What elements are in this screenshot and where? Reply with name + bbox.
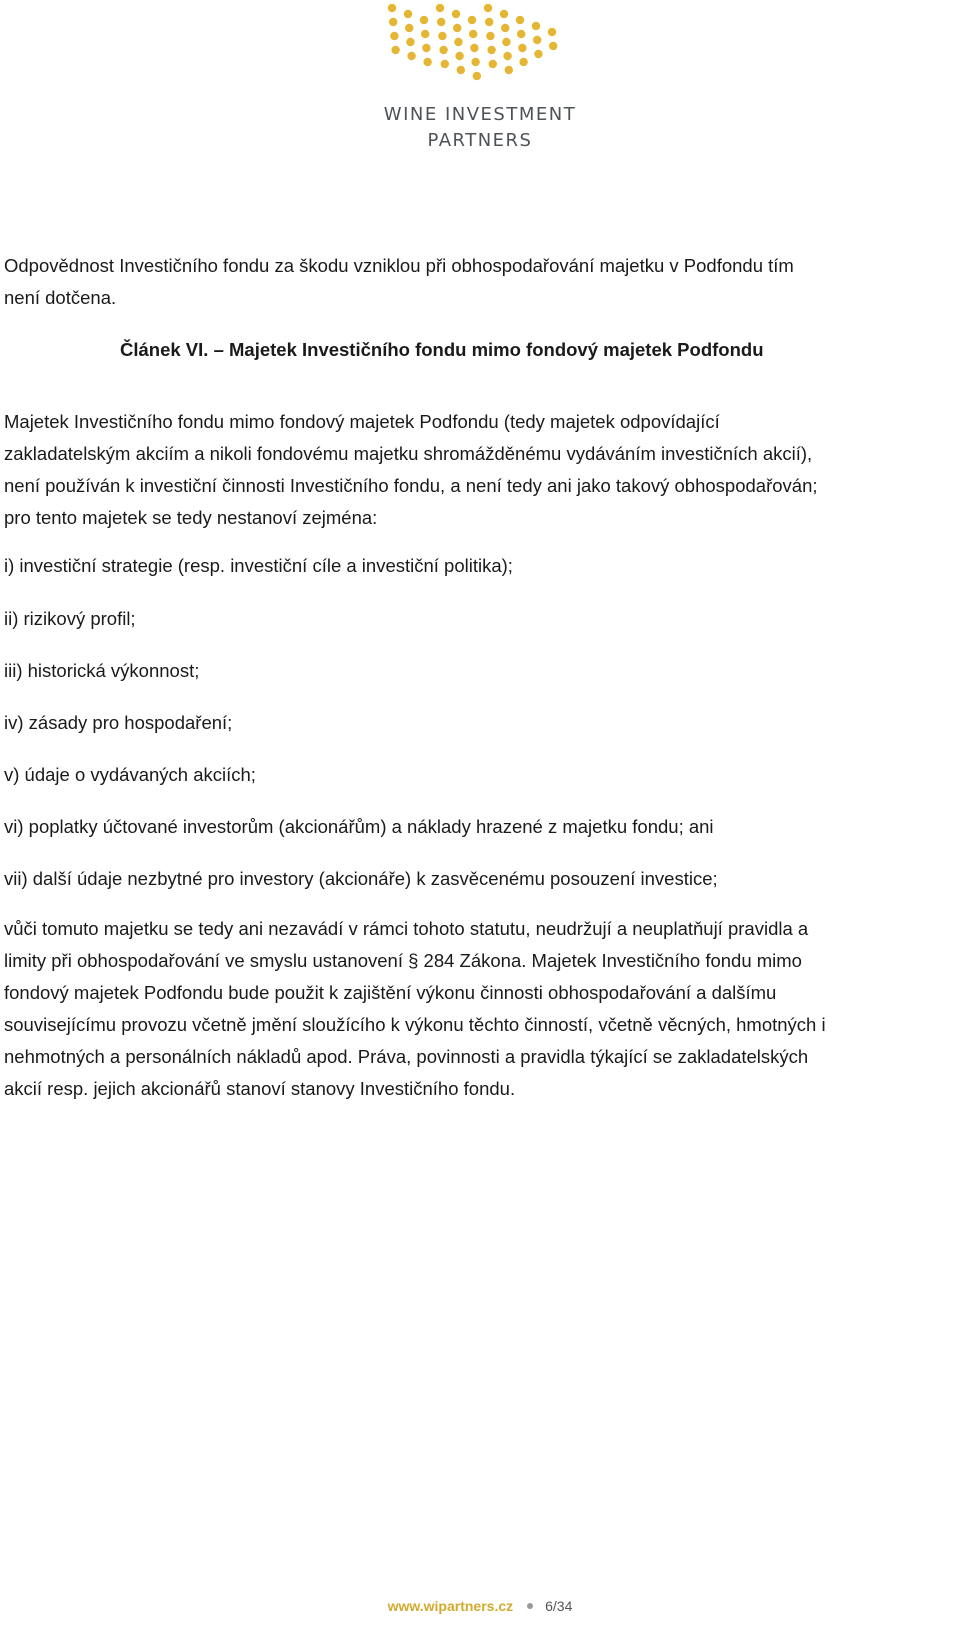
logo-dot: [391, 46, 399, 54]
logo-dot: [534, 50, 542, 58]
logo-dot: [437, 18, 445, 26]
logo-dot: [420, 16, 428, 24]
logo-dot: [532, 22, 540, 30]
intro-paragraph: [4, 250, 939, 314]
paragraph-line: není používán k investiční činnosti Investičního fondu, a není tedy ani jako takový obhospodařován;: [4, 475, 818, 496]
logo-dot: [519, 58, 527, 66]
logo-dot: [404, 10, 412, 18]
list-item: ii) rizikový profil;: [4, 608, 136, 629]
paragraph-line: nehmotných a personálních nákladů apod. Práva, povinnosti a pravidla týkající se zakladatelských: [4, 1046, 809, 1067]
logo-text-line1: WINE INVESTMENT: [383, 104, 577, 125]
logo-dot: [438, 32, 446, 40]
logo-dot: [439, 46, 447, 54]
logo-dot: [453, 24, 461, 32]
logo-dot: [549, 42, 557, 50]
logo-dot: [501, 24, 509, 32]
bullet-dot-icon: [527, 1603, 533, 1609]
logo-dot: [405, 24, 413, 32]
logo-dot: [548, 28, 556, 36]
logo-dot: [469, 30, 477, 38]
footer-website-link[interactable]: www.wipartners.cz: [387, 1598, 514, 1614]
logo-dot: [485, 18, 493, 26]
logo-dot: [489, 60, 497, 68]
list-item: iii) historická výkonnost;: [4, 660, 200, 681]
section-heading: Článek VI. – Majetek Investičního fondu mimo fondový majetek Podfondu: [120, 339, 764, 360]
logo-dot: [500, 10, 508, 18]
logo-dot: [503, 52, 511, 60]
logo-dot: [406, 38, 414, 46]
logo-dot: [518, 44, 526, 52]
paragraph-line: limity při obhospodařování ve smyslu ustanovení § 284 Zákona. Majetek Investičního fondu mimo: [4, 950, 802, 971]
logo-dot: [454, 38, 462, 46]
body-paragraph-2: [4, 913, 939, 1105]
list-item: vi) poplatky účtované investorům (akcionářům) a náklady hrazené z majetku fondu; ani: [4, 816, 714, 837]
body-paragraph-1: [4, 406, 939, 534]
page-footer: [0, 1596, 960, 1616]
logo-dot: [423, 58, 431, 66]
logo-dot: [517, 30, 525, 38]
paragraph-line: fondový majetek Podfondu bude použit k zajištění výkonu činnosti obhospodařování a dalšímu: [4, 982, 777, 1003]
list-item: iv) zásady pro hospodaření;: [4, 712, 233, 733]
logo-dot: [452, 10, 460, 18]
list-item: i) investiční strategie (resp. investiční cíle a investiční politika);: [4, 555, 513, 576]
logo-dot: [484, 4, 492, 12]
paragraph-line: akcií resp. jejich akcionářů stanoví stanovy Investičního fondu.: [4, 1078, 516, 1099]
logo-dot: [473, 72, 481, 80]
paragraph-line: pro tento majetek se tedy nestanoví zejména:: [4, 507, 378, 528]
logo-dot: [457, 66, 465, 74]
intro-line: není dotčena.: [4, 287, 117, 308]
logo-dot: [468, 16, 476, 24]
logo-dot: [502, 38, 510, 46]
paragraph-line: vůči tomuto majetku se tedy ani nezavádí v rámci tohoto statutu, neudržují a neuplatňují pravidla a: [4, 918, 809, 939]
logo-dot: [455, 52, 463, 60]
page-number: 6/34: [545, 1598, 573, 1614]
logo-dots-icon: [350, 0, 610, 90]
logo-dot: [441, 60, 449, 68]
logo-dot: [516, 16, 524, 24]
list-item: vii) další údaje nezbytné pro investory (akcionáře) k zasvěcenému posouzení investice;: [4, 868, 718, 889]
logo-dot: [487, 46, 495, 54]
logo-dot: [421, 30, 429, 38]
list-item: v) údaje o vydávaných akciích;: [4, 764, 256, 785]
logo-dot: [470, 44, 478, 52]
paragraph-line: zakladatelským akciím a nikoli fondovému majetku shromážděnému vydáváním investičních akcií),: [4, 443, 813, 464]
logo-dot: [436, 4, 444, 12]
paragraph-line: souvisejícímu provozu včetně jmění sloužícího k výkonu těchto činností, včetně věcných, hmotných i: [4, 1014, 826, 1035]
logo-dot: [422, 44, 430, 52]
logo-dot: [390, 32, 398, 40]
intro-line: Odpovědnost Investičního fondu za škodu vzniklou při obhospodařování majetku v Podfondu tím: [4, 255, 794, 276]
logo-dot: [388, 4, 396, 12]
logo-dot: [486, 32, 494, 40]
company-logo: [350, 0, 610, 160]
logo-dot: [389, 18, 397, 26]
logo-dot: [505, 66, 513, 74]
logo-text-line2: PARTNERS: [427, 130, 533, 151]
logo-dot: [407, 52, 415, 60]
paragraph-line: Majetek Investičního fondu mimo fondový majetek Podfondu (tedy majetek odpovídající: [4, 411, 720, 432]
logo-dot: [471, 58, 479, 66]
logo-dot: [533, 36, 541, 44]
